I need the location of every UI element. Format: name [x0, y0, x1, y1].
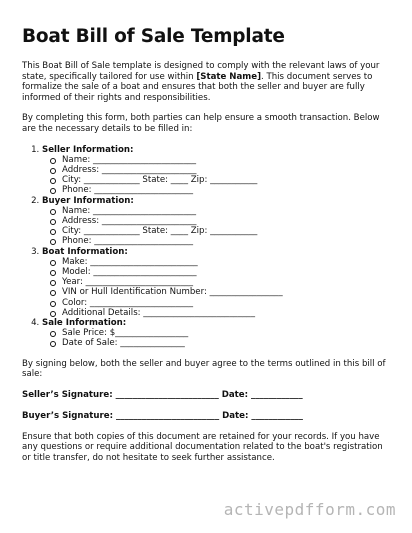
- intro-text-end: . This document serves to formalize the sale of a boat and ensures that both the seller and buyer are fully informed of their rights and responsibilities.: [22, 71, 373, 103]
- field-list: [42, 328, 392, 348]
- section-heading: Boat Information:: [42, 246, 128, 257]
- instructions-paragraph: By completing this form, both parties can help ensure a smooth transaction. Below are the necessary details to be filled in:: [22, 113, 380, 134]
- field-buyer-name: Name: ________________________: [62, 206, 392, 216]
- field-list: [42, 257, 392, 318]
- section-heading: Sale Information:: [42, 318, 127, 329]
- field-list: [42, 206, 392, 247]
- section-buyer: [42, 196, 392, 247]
- section-heading: Buyer Information:: [42, 195, 134, 206]
- document-title: Boat Bill of Sale Template: [22, 26, 285, 47]
- field-seller-phone: Phone: _______________________: [62, 185, 392, 195]
- field-seller-name: Name: ________________________: [62, 155, 392, 165]
- field-seller-address: Address: ______________________: [62, 165, 392, 175]
- section-heading: Seller Information:: [42, 144, 134, 155]
- section-sale: [42, 318, 392, 349]
- field-boat-color: Color: ________________________: [62, 298, 392, 308]
- form-sections: [22, 145, 392, 349]
- field-boat-model: Model: ________________________: [62, 267, 392, 277]
- closing-paragraph: Ensure that both copies of this document are retained for your records. If you have any questions or require additional documentation related to the boat's registration or title transfer, do not hesitate to seek further assistance.: [22, 431, 383, 463]
- field-buyer-phone: Phone: _______________________: [62, 236, 392, 246]
- field-seller-city-state-zip: City: _____________ State: ____ Zip: ___________: [62, 175, 392, 185]
- watermark-text: activepdfform.com: [223, 500, 396, 519]
- field-sale-price: Sale Price: $_________________: [62, 328, 392, 338]
- field-buyer-city-state-zip: City: _____________ State: ____ Zip: ___________: [62, 226, 392, 236]
- intro-text-start: This Boat Bill of Sale template is designed to comply with the relevant laws of your state, specifically tailored for use within: [22, 61, 380, 82]
- document-page: [22, 26, 392, 474]
- intro-paragraph: [22, 61, 392, 103]
- seller-signature-line: Seller’s Signature: ________________________ Date: ____________: [22, 389, 303, 400]
- state-name-placeholder: [State Name]: [196, 71, 261, 82]
- agreement-paragraph: By signing below, both the seller and buyer agree to the terms outlined in this bill of sale:: [22, 358, 386, 380]
- section-seller: [42, 145, 392, 196]
- field-boat-additional-details: Additional Details: __________________________: [62, 308, 392, 318]
- field-boat-make: Make: _________________________: [62, 257, 392, 267]
- field-buyer-address: Address: ______________________: [62, 216, 392, 226]
- field-list: [42, 155, 392, 196]
- field-boat-vin: VIN or Hull Identification Number: _________________: [62, 287, 392, 297]
- buyer-signature-line: Buyer’s Signature: ________________________ Date: ____________: [22, 410, 303, 421]
- field-boat-year: Year: _________________________: [62, 277, 392, 287]
- section-boat: [42, 247, 392, 318]
- field-sale-date: Date of Sale: _______________: [62, 338, 392, 348]
